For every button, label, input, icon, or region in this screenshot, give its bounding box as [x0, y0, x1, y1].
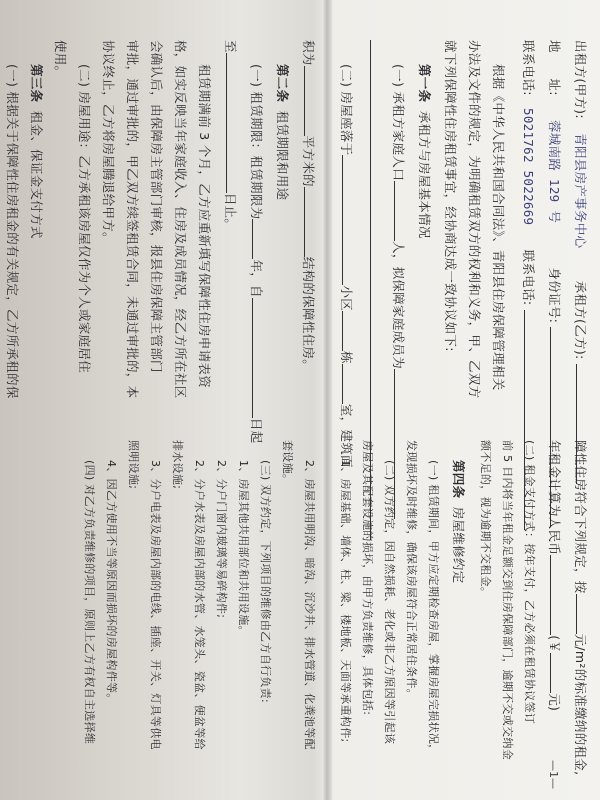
household-line: (一) 承租方家庭人口人，拟保障家庭成员为	[390, 64, 408, 519]
location-line: (二) 房屋座落于小区栋室，建筑面	[339, 64, 354, 468]
maintenance-text: 1、房屋其他共用部位和共用设施。	[237, 460, 250, 637]
maintenance-text: 4、因乙方使用不当等原因而损坏的房屋构件等。	[105, 460, 118, 705]
rent-standard-line: 障性住房符合下列规定，按元/m²的标准缴纳的租金,	[573, 440, 588, 776]
payment-text: 额不足的，视为逾期不交租金。	[479, 440, 492, 599]
article-2-heading: 第二条 租赁期限和用途	[275, 64, 290, 201]
maintenance-text: 2、分户门窗内玻璃等易碎构件;	[215, 460, 228, 619]
rent-text: (一) 根据关于保障性住房租金的有关规定，乙方所承租的保	[5, 64, 20, 399]
maintenance-text: 排水设施;	[171, 440, 184, 490]
maintenance-text: (二) 双方约定，因自然损耗、老化或非乙方原因等引起该	[383, 460, 396, 745]
maintenance-text: 1、房屋基础、墙体、柱、梁、楼地板、天面等承重构件;	[339, 460, 352, 743]
renewal-text: 租赁期满前 3 个月，乙方应重新填写保障性住房申请表资	[197, 64, 212, 389]
payment-text: (二) 租金支付方式：按年支付，乙方必须在租赁协议签订	[523, 440, 536, 725]
maintenance-text: (四) 对乙方负责维修的项目，原则上乙方有权自主选择维	[83, 460, 96, 745]
maintenance-text: 2、分户水表及房屋内部的水管、水笼头、瓷盆、便盆等给	[193, 460, 206, 750]
page-number: —1—	[547, 760, 560, 789]
phone-value: 5021762 5022669	[521, 108, 536, 226]
annual-rent-line: 年租金计算为人民币(￥元)	[547, 440, 562, 712]
article-1-heading: 第一条 承租方与房屋基本情况	[417, 64, 432, 239]
renewal-text: 格，如实反映当年家庭收入、住房及成员情况，经乙方所在社区	[173, 40, 188, 399]
address-line: 地 址: 蓉城南路 129 号 身份证号:	[546, 40, 564, 527]
renewal-text: 审批，通过审批的，甲乙双方续签租赁合同，未通过审批的，本	[125, 40, 140, 399]
preamble-line: 办法及文件的规定，为明确租赁双方的权利和义务，甲、乙双方	[467, 40, 482, 399]
renewal-text: 协议终止，乙方将房屋腾退给甲方。	[101, 40, 116, 245]
term-end-line: 至日止。	[223, 40, 238, 232]
landlord-line: 出租方(甲方): 青阳县房产事务中心 承租方(乙方):	[572, 40, 590, 484]
maintenance-text: 发现损坏及时维修，确保该房屋符合正常居住条件。	[405, 440, 418, 700]
preamble-line: 根据《中华人民共和国合同法》、青阳县住房保障管理相关	[491, 64, 506, 391]
page-fold	[322, 0, 332, 800]
address-value: 蓉城南路 129 号	[547, 120, 562, 224]
maintenance-text: 3、分户电表及房屋内部的电线、插座、开关、灯具等供电	[149, 460, 162, 750]
maintenance-text: 照明设施;	[127, 440, 140, 490]
renewal-text: 会确认后，由保障房主管部门审核，报县住房保障主管部门	[149, 40, 164, 373]
maintenance-text: (三) 双方约定，下列项目的维修由乙方自行负责:	[259, 460, 272, 703]
landlord-value: 青阳县房产事务中心	[573, 133, 588, 249]
usage-text: (二) 房屋用途：乙方承租该房屋仅作为个人或家庭居住	[77, 64, 92, 374]
preamble-line: 就下列保障性住房租赁事宜，经协商达成一致协议如下:	[443, 40, 458, 352]
maintenance-text: (一) 租赁期间，甲方应定期检查房屋，掌握房屋完损状况，	[427, 460, 440, 756]
maintenance-text: 套设施。	[281, 440, 294, 486]
maintenance-text: 房屋及其配套设施的损坏，由甲方负责维修，具体包括:	[361, 440, 374, 716]
article-3-heading: 第三条 租金、保证金支付方式	[29, 64, 44, 239]
maintenance-text: 2、房屋共用明沟、暗沟、沉沙井、排水管道、化粪池等配	[303, 460, 316, 750]
phone-line: 联系电话: 5021762 5022669 联系电话:	[520, 40, 538, 530]
article-4-heading: 第四条 房屋维修约定	[451, 460, 466, 584]
area-line: 积为平方米的结构的保障性住房。	[301, 40, 316, 373]
term-line: (一) 租赁期限：租赁期限为年，自日起	[249, 64, 264, 444]
usage-text: 使用。	[53, 40, 68, 79]
payment-text: 前 5 日内将当年租金足额交到住房保障部门，逾期不交或交纳金	[501, 440, 514, 760]
